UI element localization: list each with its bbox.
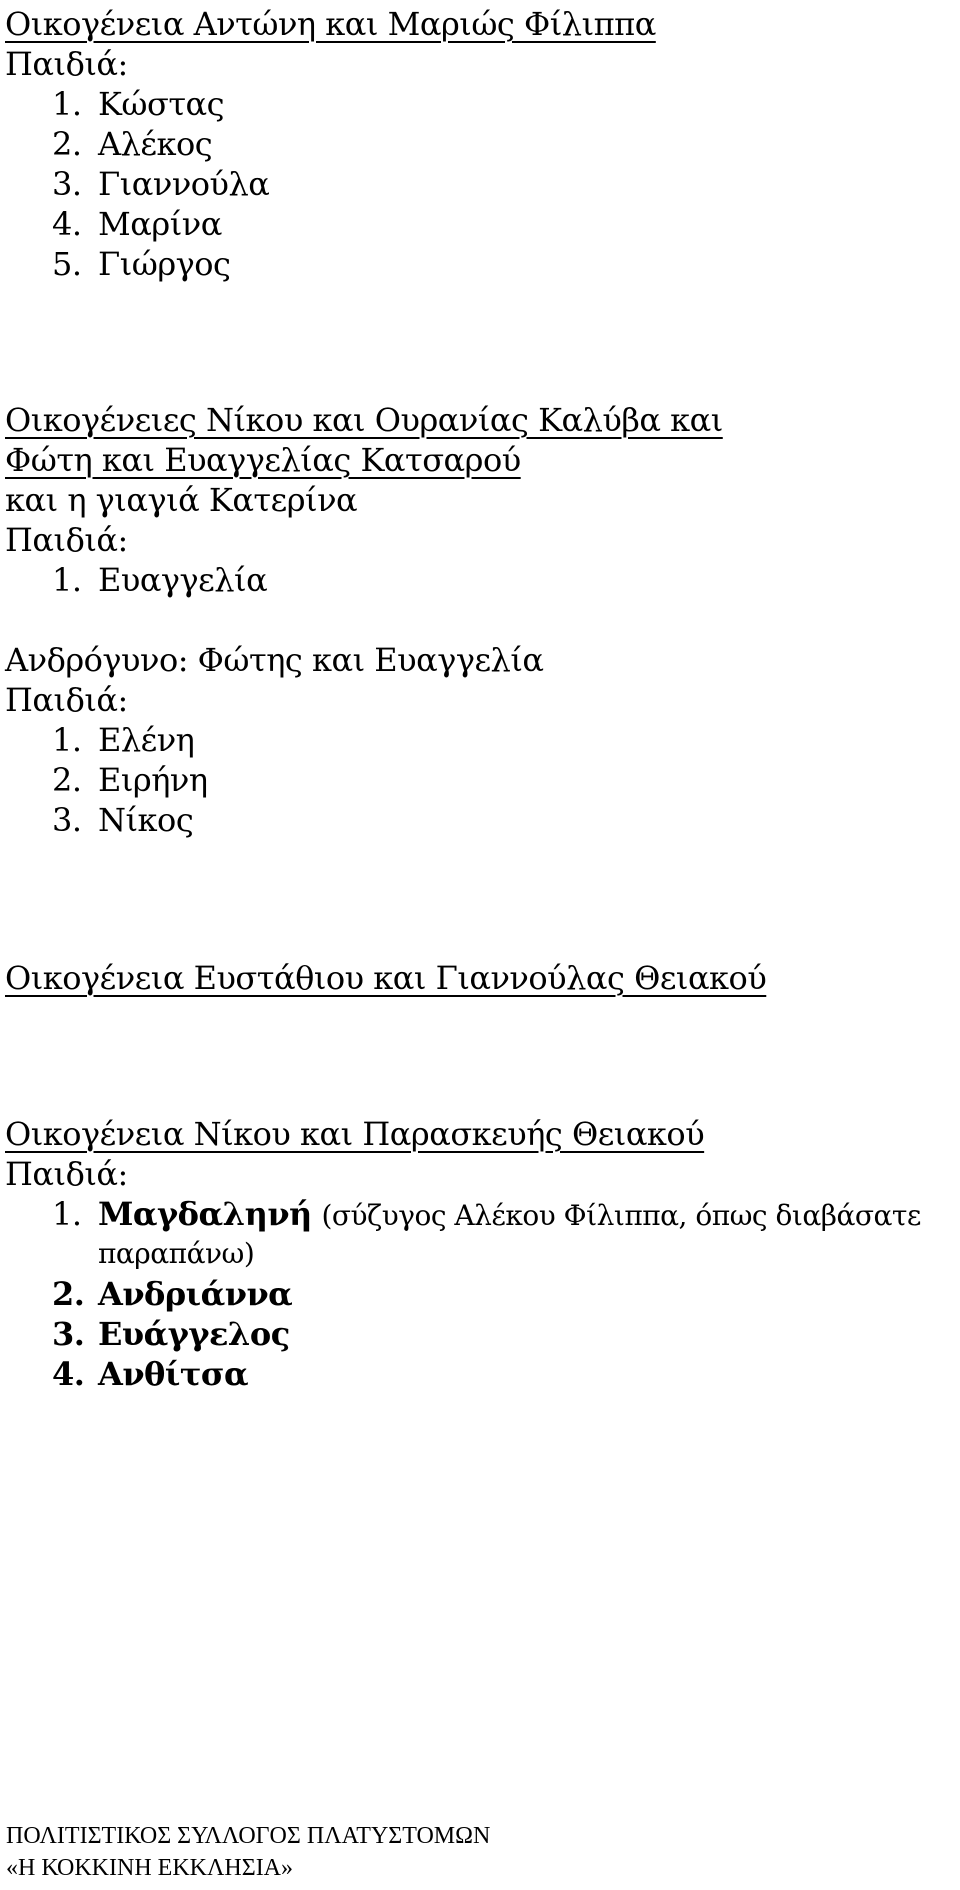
child-name: Ευαγγελία [98,561,268,599]
list-item [52,556,267,604]
families-kalyva-title-line1: Οικογένειες Νίκου και Ουρανίας Καλύβα και [5,401,723,439]
footer-organization-subtitle: «Η ΚΟΚΚΙΝΗ ΕΚΚΛΗΣΙΑ» [6,1855,294,1881]
family-efstathiou-title: Οικογένεια Ευστάθιου και Γιαννούλας Θειακού [5,959,767,997]
couple-fotis-title: Ανδρόγυνο: Φώτης και Ευαγγελία [5,641,544,679]
list-number: 4. [52,1355,85,1393]
child-name: Ευάγγελος [98,1315,290,1353]
families-kalyva-title-line2: Φώτη και Ευαγγελίας Κατσαρού [5,441,521,479]
family-antoni-title: Οικογένεια Αντώνη και Μαριώς Φίλιππα [5,5,656,43]
list-number: 1. [52,721,82,759]
child-note: (σύζυγος Αλέκου Φίλιππα, όπως διαβάσατε [321,1199,921,1232]
grandmother-subtitle: και η γιαγιά Κατερίνα [5,481,358,519]
children-label: Παιδιά: [5,681,128,719]
list-number: 3. [52,1315,85,1353]
footer-organization: ΠΟΛΙΤΙΣΤΙΚΟΣ ΣΥΛΛΟΓΟΣ ΠΛΑΤΥΣΤΟΜΩΝ [6,1823,491,1849]
list-number: 1. [52,561,82,599]
child-name: Κώστας [98,85,225,123]
list-number: 2. [52,761,82,799]
list-number: 5. [52,245,82,283]
child-note-continuation: παραπάνω) [98,1237,255,1270]
list-number: 2. [52,1275,85,1313]
list-number: 4. [52,205,82,243]
children-label: Παιδιά: [5,45,128,83]
list-number: 1. [52,85,82,123]
family-nikou-theiakou-title: Οικογένεια Νίκου και Παρασκευής Θειακού [5,1115,705,1153]
list-number: 3. [52,801,82,839]
child-name: Ανθίτσα [98,1355,249,1393]
child-name: Ειρήνη [98,761,208,799]
children-label: Παιδιά: [5,1155,128,1193]
child-name: Μαγδαληνή [98,1195,312,1233]
list-item [52,240,230,288]
child-name: Μαρίνα [98,205,222,243]
child-name: Ελένη [98,721,195,759]
list-number: 2. [52,125,82,163]
list-number: 3. [52,165,82,203]
list-item [52,1350,248,1398]
children-label: Παιδιά: [5,521,128,559]
child-name: Γιώργος [98,245,231,283]
child-name: Αλέκος [98,125,213,163]
list-number: 1. [52,1195,82,1233]
child-name: Ανδριάννα [98,1275,293,1313]
list-item [52,796,193,844]
child-name: Γιαννούλα [98,165,270,203]
child-name: Νίκος [98,801,194,839]
